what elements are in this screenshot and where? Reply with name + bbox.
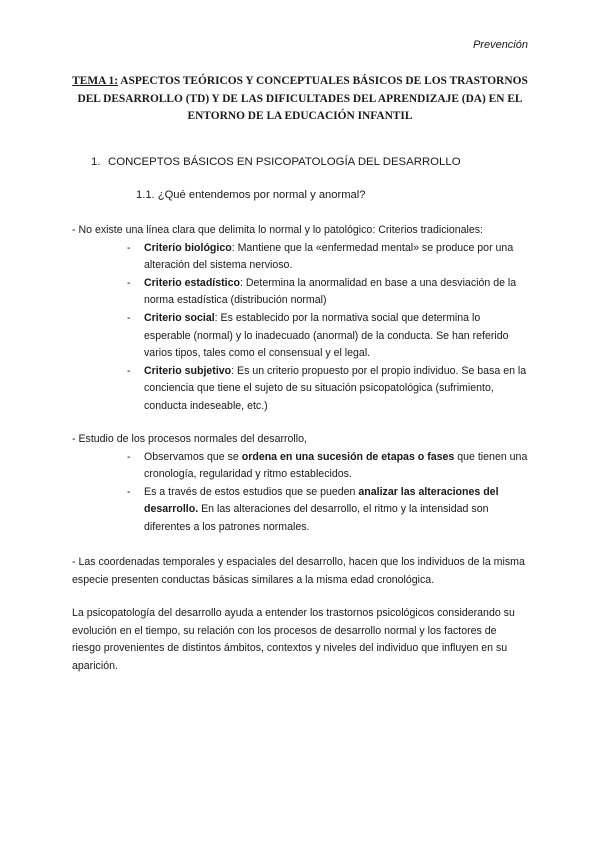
item-text: Observamos que se (144, 450, 242, 463)
criterion-text: : Determina la anormalidad en base a una desviación de la norma estadística (distribución normal) (144, 276, 517, 307)
bullet-dash: - (127, 450, 131, 463)
list-item (72, 449, 528, 484)
development-list (72, 449, 528, 537)
list-item (72, 240, 528, 275)
paragraph-text: - Las coordenadas temporales y espaciales del desarrollo, hacen que los individuos de la misma especie presenten conductas básicas similares a la misma edad cronológica. (72, 556, 525, 586)
list-item (72, 484, 528, 537)
section-heading (91, 154, 461, 172)
bullet-dash: - (127, 311, 131, 324)
development-intro: - Estudio de los procesos normales del desarrollo, (72, 433, 307, 445)
item-bold: ordena en una sucesión de etapas o fases (241, 450, 455, 463)
item-bold: analizar las alteraciones del desarrollo. (144, 485, 499, 516)
criterion-term: Criterio subjetivo (144, 364, 232, 377)
bullet-dash: - (127, 364, 131, 377)
criterion-text: : Mantiene que la «enfermedad mental» se produce por una alteración del sistema nervioso. (144, 241, 514, 272)
coordinates-paragraph (72, 554, 528, 589)
development-block (72, 431, 528, 537)
list-item (72, 275, 528, 310)
document-title (62, 73, 538, 126)
section-number: 1. (91, 156, 101, 168)
criteria-list (72, 240, 528, 416)
list-item (72, 310, 528, 363)
section-title: CONCEPTOS BÁSICOS EN PSICOPATOLOGÍA DEL DESARROLLO (108, 156, 461, 168)
subsection-heading: 1.1. ¿Qué entendemos por normal y anormal? (136, 189, 366, 201)
paragraph-text: La psicopatología del desarrollo ayuda a entender los trastornos psicológicos considerando su evolución en el tiempo, su relación con los procesos de desarrollo normal y los factores de riesgo provenientes de distintos ámbitos, contextos y niveles del individuo que influyen en su aparición. (72, 607, 515, 672)
item-text: Es a través de estos estudios que se pueden (144, 485, 359, 498)
bullet-dash: - (127, 485, 131, 498)
list-item (72, 363, 528, 416)
bullet-dash: - (127, 241, 131, 254)
bullet-dash: - (127, 276, 131, 289)
psychopathology-paragraph (72, 605, 528, 675)
criteria-intro: - No existe una línea clara que delimita lo normal y lo patológico: Criterios tradicionales: (72, 224, 484, 236)
title-prefix: TEMA 1: (72, 75, 119, 87)
criterion-text: : Es establecido por la normativa social que determina lo esperable (normal) y lo inadecuado (anormal) de la conducta. Se han referido varios tipos, tales como el consensual y el legal. (144, 311, 509, 360)
criterion-term: Criterio estadístico (144, 276, 240, 289)
item-text: En las alteraciones del desarrollo, el ritmo y la intensidad son diferentes a los patrones normales. (144, 503, 489, 533)
criterion-text: : Es un criterio propuesto por el propio individuo. Se basa en la conciencia que tiene el sujeto de su situación psicopatológica (sufrimiento, conducta indeseable, etc.) (144, 364, 527, 412)
page-header: Prevención (472, 39, 528, 51)
item-text: que tienen una cronología, regularidad y ritmo establecidos. (144, 450, 528, 481)
title-text: ASPECTOS TEÓRICOS Y CONCEPTUALES BÁSICOS DE LOS TRASTORNOS DEL DESARROLLO (TD) Y DE LAS DIFICULTADES DEL APRENDIZAJE (DA) EN EL ENTORNO DE LA EDUCACIÓN INFANTIL (77, 75, 528, 123)
criteria-block (72, 222, 528, 416)
criterion-term: Criterio biológico (144, 241, 232, 254)
criterion-term: Criterio social (144, 311, 215, 324)
